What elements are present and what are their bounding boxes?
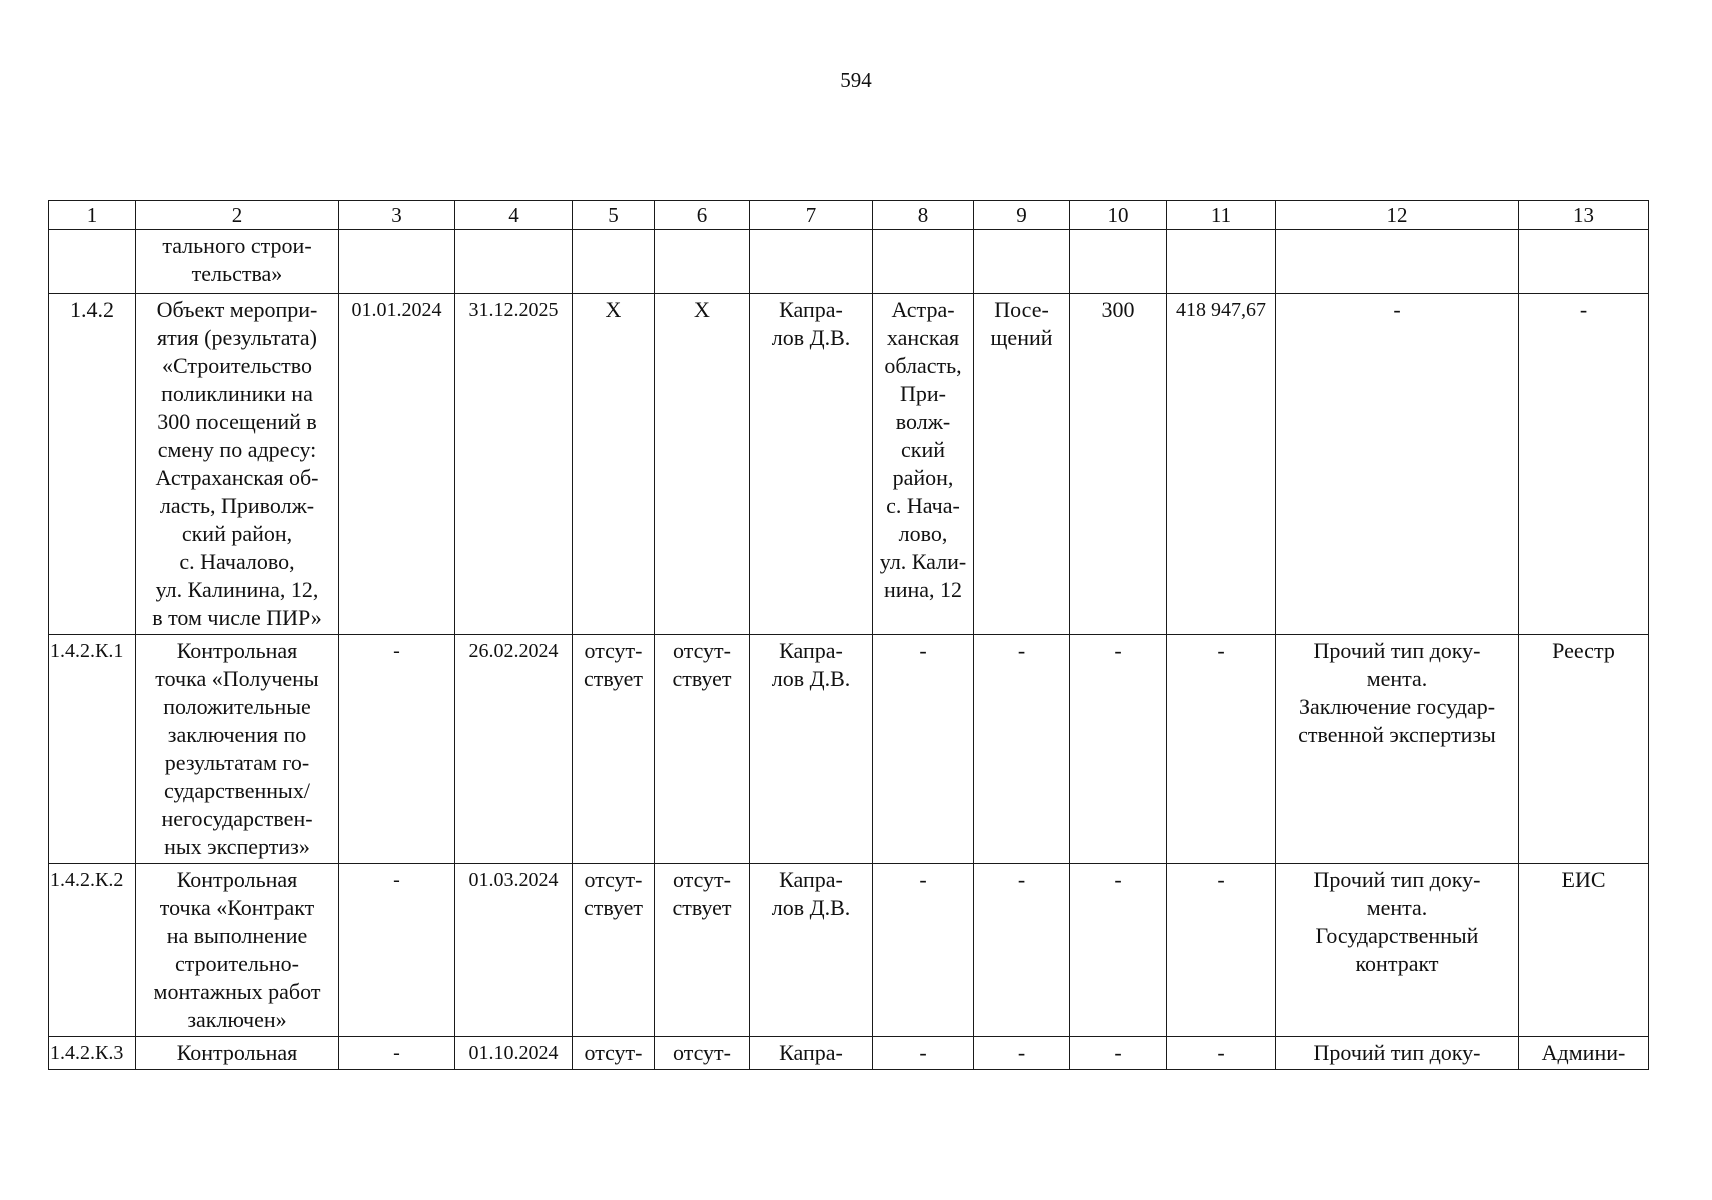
plan-table	[48, 200, 1649, 1070]
column-number: 6	[655, 201, 750, 230]
responsible-person: Капра- лов Д.В.	[750, 635, 873, 864]
row-code: 1.4.2.К.2	[49, 864, 136, 1037]
column-number: 8	[873, 201, 974, 230]
address-cell: -	[873, 1037, 974, 1070]
table-cell	[1519, 230, 1649, 294]
document-type-cell: Прочий тип доку-	[1276, 1037, 1519, 1070]
table-cell	[1167, 230, 1276, 294]
column-number: 4	[455, 201, 573, 230]
column-number: 1	[49, 201, 136, 230]
table-cell	[750, 230, 873, 294]
table-cell	[573, 230, 655, 294]
cost-cell: -	[1167, 635, 1276, 864]
table-row	[49, 864, 1649, 1037]
document-type-cell: Прочий тип доку- мента. Государственный контракт	[1276, 864, 1519, 1037]
address-cell: -	[873, 864, 974, 1037]
end-date: 26.02.2024	[455, 635, 573, 864]
table-cell: отсут- ствует	[655, 635, 750, 864]
row-code: 1.4.2.К.1	[49, 635, 136, 864]
source-cell: -	[1519, 294, 1649, 635]
end-date: 01.03.2024	[455, 864, 573, 1037]
column-number: 3	[339, 201, 455, 230]
end-date: 01.10.2024	[455, 1037, 573, 1070]
table-cell	[974, 230, 1070, 294]
source-cell: Реестр	[1519, 635, 1649, 864]
cost-cell: -	[1167, 1037, 1276, 1070]
table-cell	[873, 230, 974, 294]
start-date: -	[339, 1037, 455, 1070]
quantity-cell: -	[1070, 635, 1167, 864]
unit-cell: -	[974, 864, 1070, 1037]
table-cell: отсут- ствует	[655, 864, 750, 1037]
responsible-person: Капра- лов Д.В.	[750, 294, 873, 635]
page-number: 594	[840, 68, 872, 92]
unit-cell: -	[974, 635, 1070, 864]
table-cell: отсут-	[573, 1037, 655, 1070]
responsible-person: Капра- лов Д.В.	[750, 864, 873, 1037]
column-number: 10	[1070, 201, 1167, 230]
row-description: Объект меропри- ятия (результата) «Строительство поликлиники на 300 посещений в смену по адресу: Астраханская об- ласть, Приволж- ский район, с. Началово, ул. Калинина, 12, в том числе ПИР»	[136, 294, 339, 635]
cost-cell: 418 947,67	[1167, 294, 1276, 635]
document-type-cell: Прочий тип доку- мента. Заключение государ- ственной экспертизы	[1276, 635, 1519, 864]
row-code: 1.4.2.К.3	[49, 1037, 136, 1070]
table-cell: отсут-	[655, 1037, 750, 1070]
table-cell: тального строи- тельства»	[136, 230, 339, 294]
column-number: 7	[750, 201, 873, 230]
table-row	[49, 294, 1649, 635]
end-date: 31.12.2025	[455, 294, 573, 635]
start-date: -	[339, 864, 455, 1037]
responsible-person: Капра-	[750, 1037, 873, 1070]
unit-cell: -	[974, 1037, 1070, 1070]
table-cell: отсут- ствует	[573, 864, 655, 1037]
unit-cell: Посе- щений	[974, 294, 1070, 635]
start-date: -	[339, 635, 455, 864]
quantity-cell: -	[1070, 1037, 1167, 1070]
table-cell: X	[573, 294, 655, 635]
row-description: Контрольная	[136, 1037, 339, 1070]
table-row-continuation	[49, 230, 1649, 294]
column-number: 13	[1519, 201, 1649, 230]
table-row	[49, 635, 1649, 864]
table-cell: X	[655, 294, 750, 635]
table-cell	[1070, 230, 1167, 294]
row-code: 1.4.2	[49, 294, 136, 635]
start-date: 01.01.2024	[339, 294, 455, 635]
quantity-cell: -	[1070, 864, 1167, 1037]
source-cell: ЕИС	[1519, 864, 1649, 1037]
column-number: 9	[974, 201, 1070, 230]
column-number: 5	[573, 201, 655, 230]
document-type-cell: -	[1276, 294, 1519, 635]
row-description: Контрольная точка «Контракт на выполнение строительно- монтажных работ заключен»	[136, 864, 339, 1037]
quantity-cell: 300	[1070, 294, 1167, 635]
source-cell: Админи-	[1519, 1037, 1649, 1070]
table-cell	[455, 230, 573, 294]
table-cell	[339, 230, 455, 294]
table-cell	[49, 230, 136, 294]
column-number: 11	[1167, 201, 1276, 230]
table-cell	[655, 230, 750, 294]
column-number: 12	[1276, 201, 1519, 230]
table-cell	[1276, 230, 1519, 294]
cost-cell: -	[1167, 864, 1276, 1037]
column-number: 2	[136, 201, 339, 230]
address-cell: -	[873, 635, 974, 864]
column-number-row	[49, 201, 1649, 230]
table-cell: отсут- ствует	[573, 635, 655, 864]
row-description: Контрольная точка «Получены положительные заключения по результатам го- сударственных/ негосударствен- ных экспертиз»	[136, 635, 339, 864]
table-row	[49, 1037, 1649, 1070]
address-cell: Астра- ханская область, При- волж- ский район, с. Нача- лово, ул. Кали- нина, 12	[873, 294, 974, 635]
